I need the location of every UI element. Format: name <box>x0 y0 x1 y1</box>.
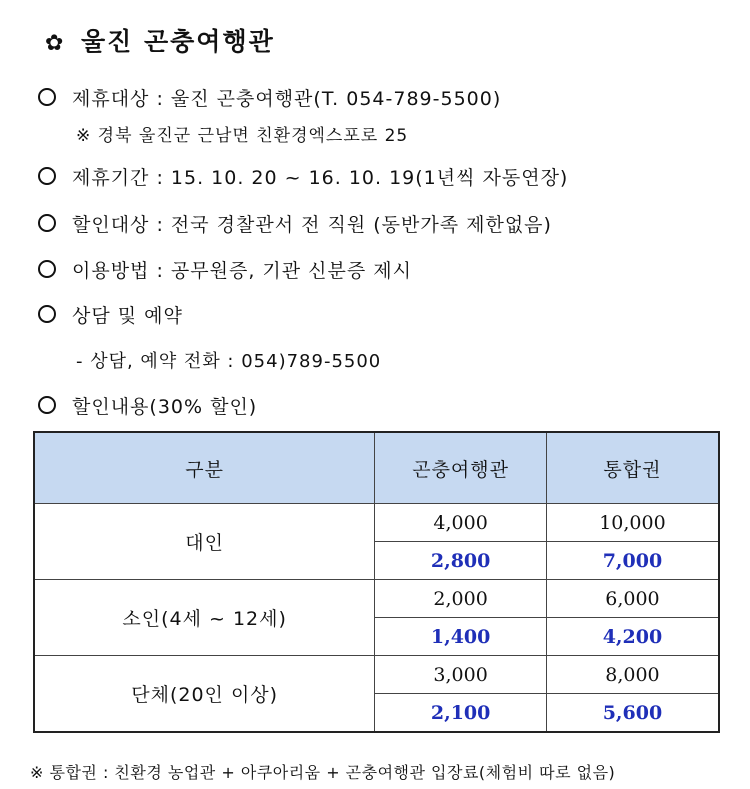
footnote: ※ 통합권 : 친환경 농업관 + 아쿠아리움 + 곤충여행관 입장료(체험비 따로 없음) <box>30 763 616 782</box>
circle-bullet-icon <box>38 88 56 106</box>
discount-price: 1,400 <box>375 618 547 656</box>
info-item-text: 할인내용(30% 할인) <box>72 396 258 418</box>
row-category-adult: 대인 <box>34 504 375 580</box>
info-item-text: 이용방법 : 공무원증, 기관 신분증 제시 <box>72 260 412 282</box>
row-category-group: 단체(20인 이상) <box>34 656 375 733</box>
info-item-discount <box>38 392 257 419</box>
contact-note: - 상담, 예약 전화 : 054)789-5500 <box>76 351 382 372</box>
discount-price: 2,800 <box>375 542 547 580</box>
circle-bullet-icon <box>38 167 56 185</box>
regular-price: 8,000 <box>546 656 719 694</box>
circle-bullet-icon <box>38 396 56 414</box>
address-note: ※ 경북 울진군 근남면 친환경엑스포로 25 <box>76 126 409 146</box>
regular-price: 4,000 <box>375 504 547 542</box>
table-header-row <box>34 432 719 504</box>
table-row <box>34 504 719 542</box>
circle-bullet-icon <box>38 214 56 232</box>
page-title <box>45 22 275 58</box>
discount-price: 2,100 <box>375 694 547 733</box>
regular-price: 3,000 <box>375 656 547 694</box>
info-item-partner <box>38 84 501 111</box>
circle-bullet-icon <box>38 260 56 278</box>
discount-price: 5,600 <box>546 694 719 733</box>
circle-bullet-icon <box>38 305 56 323</box>
info-item-usage <box>38 256 412 283</box>
discount-price: 4,200 <box>546 618 719 656</box>
row-category-child: 소인(4세 ~ 12세) <box>34 580 375 656</box>
info-item-text: 할인대상 : 전국 경찰관서 전 직원 (동반가족 제한없음) <box>72 214 552 236</box>
column-header-combined-ticket: 통합권 <box>546 432 719 504</box>
table-row <box>34 580 719 618</box>
column-header-category: 구분 <box>34 432 375 504</box>
regular-price: 10,000 <box>546 504 719 542</box>
page-title-text: 울진 곤충여행관 <box>81 27 275 56</box>
regular-price: 2,000 <box>375 580 547 618</box>
info-item-target <box>38 210 552 237</box>
info-item-text: 상담 및 예약 <box>72 305 183 327</box>
info-item-period <box>38 163 568 190</box>
flower-icon: ✿ <box>45 31 66 56</box>
regular-price: 6,000 <box>546 580 719 618</box>
info-item-text: 제휴기간 : 15. 10. 20 ~ 16. 10. 19(1년씩 자동연장) <box>72 167 569 189</box>
price-table <box>33 431 720 733</box>
discount-price: 7,000 <box>546 542 719 580</box>
table-row <box>34 656 719 694</box>
info-item-reservation <box>38 301 183 328</box>
info-item-text: 제휴대상 : 울진 곤충여행관(T. 054-789-5500) <box>72 88 502 110</box>
column-header-insect-hall: 곤충여행관 <box>375 432 547 504</box>
